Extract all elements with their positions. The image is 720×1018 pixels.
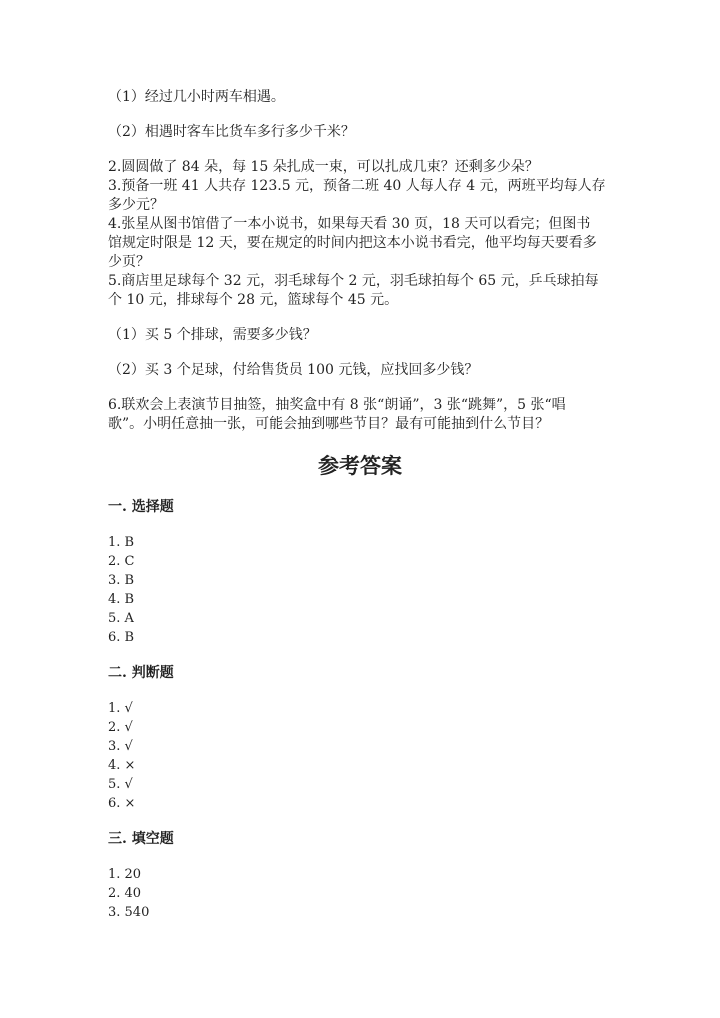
question-4-line-3: 少页？ bbox=[108, 254, 150, 270]
question-4-line-2: 馆规定时限是 12 天，要在规定的时间内把这本小说书看完，他平均每天要看多 bbox=[108, 235, 597, 251]
answer-item: 4. B bbox=[108, 592, 135, 607]
answer-item: 4. × bbox=[108, 758, 136, 773]
answer-item: 5. √ bbox=[108, 777, 133, 792]
question-2: 2.圆圆做了 84 朵，每 15 朵扎成一束，可以扎成几束？还剩多少朵？ bbox=[108, 159, 539, 175]
question-5-part-1: （1）买 5 个排球，需要多少钱？ bbox=[108, 327, 317, 343]
answer-item: 1. √ bbox=[108, 701, 133, 716]
answer-item: 3. √ bbox=[108, 739, 133, 754]
section-heading-fill-blank: 三. 填空题 bbox=[108, 831, 174, 847]
question-3-line-2: 多少元？ bbox=[108, 197, 164, 213]
question-3-line-1: 3.预备一班 41 人共存 123.5 元，预备二班 40 人每人存 4 元，两班平均每人存 bbox=[108, 178, 606, 194]
answer-item: 2. C bbox=[108, 554, 135, 569]
section-heading-choice: 一. 选择题 bbox=[108, 499, 174, 515]
answer-item: 3. 540 bbox=[108, 905, 150, 920]
question-5-line-1: 5.商店里足球每个 32 元，羽毛球每个 2 元，羽毛球拍每个 65 元，乒乓球拍每 bbox=[108, 273, 599, 289]
question-6-line-1: 6.联欢会上表演节目抽签，抽奖盒中有 8 张“朗诵”，3 张“跳舞”，5 张“唱 bbox=[108, 397, 566, 413]
answer-item: 2. 40 bbox=[108, 886, 142, 901]
answer-item: 6. B bbox=[108, 630, 135, 645]
section-heading-true-false: 二. 判断题 bbox=[108, 665, 174, 681]
question-4-line-1: 4.张星从图书馆借了一本小说书，如果每天看 30 页，18 天可以看完；但图书 bbox=[108, 216, 591, 232]
answer-item: 2. √ bbox=[108, 720, 133, 735]
answer-item: 3. B bbox=[108, 573, 135, 588]
question-1-part-1: （1）经过几小时两车相遇。 bbox=[108, 89, 285, 105]
answer-key-title: 参考答案 bbox=[318, 453, 402, 478]
question-5-part-2: （2）买 3 个足球，付给售货员 100 元钱，应找回多少钱？ bbox=[108, 362, 479, 378]
question-5-line-2: 个 10 元，排球每个 28 元，篮球每个 45 元。 bbox=[108, 292, 399, 308]
answer-item: 6. × bbox=[108, 796, 136, 811]
question-1-part-2: （2）相遇时客车比货车多行多少千米？ bbox=[108, 124, 355, 140]
question-6-line-2: 歌”。小明任意抽一张，可能会抽到哪些节目？最有可能抽到什么节目？ bbox=[108, 416, 550, 432]
answer-item: 1. 20 bbox=[108, 867, 142, 882]
answer-item: 1. B bbox=[108, 535, 135, 550]
answer-item: 5. A bbox=[108, 611, 134, 626]
